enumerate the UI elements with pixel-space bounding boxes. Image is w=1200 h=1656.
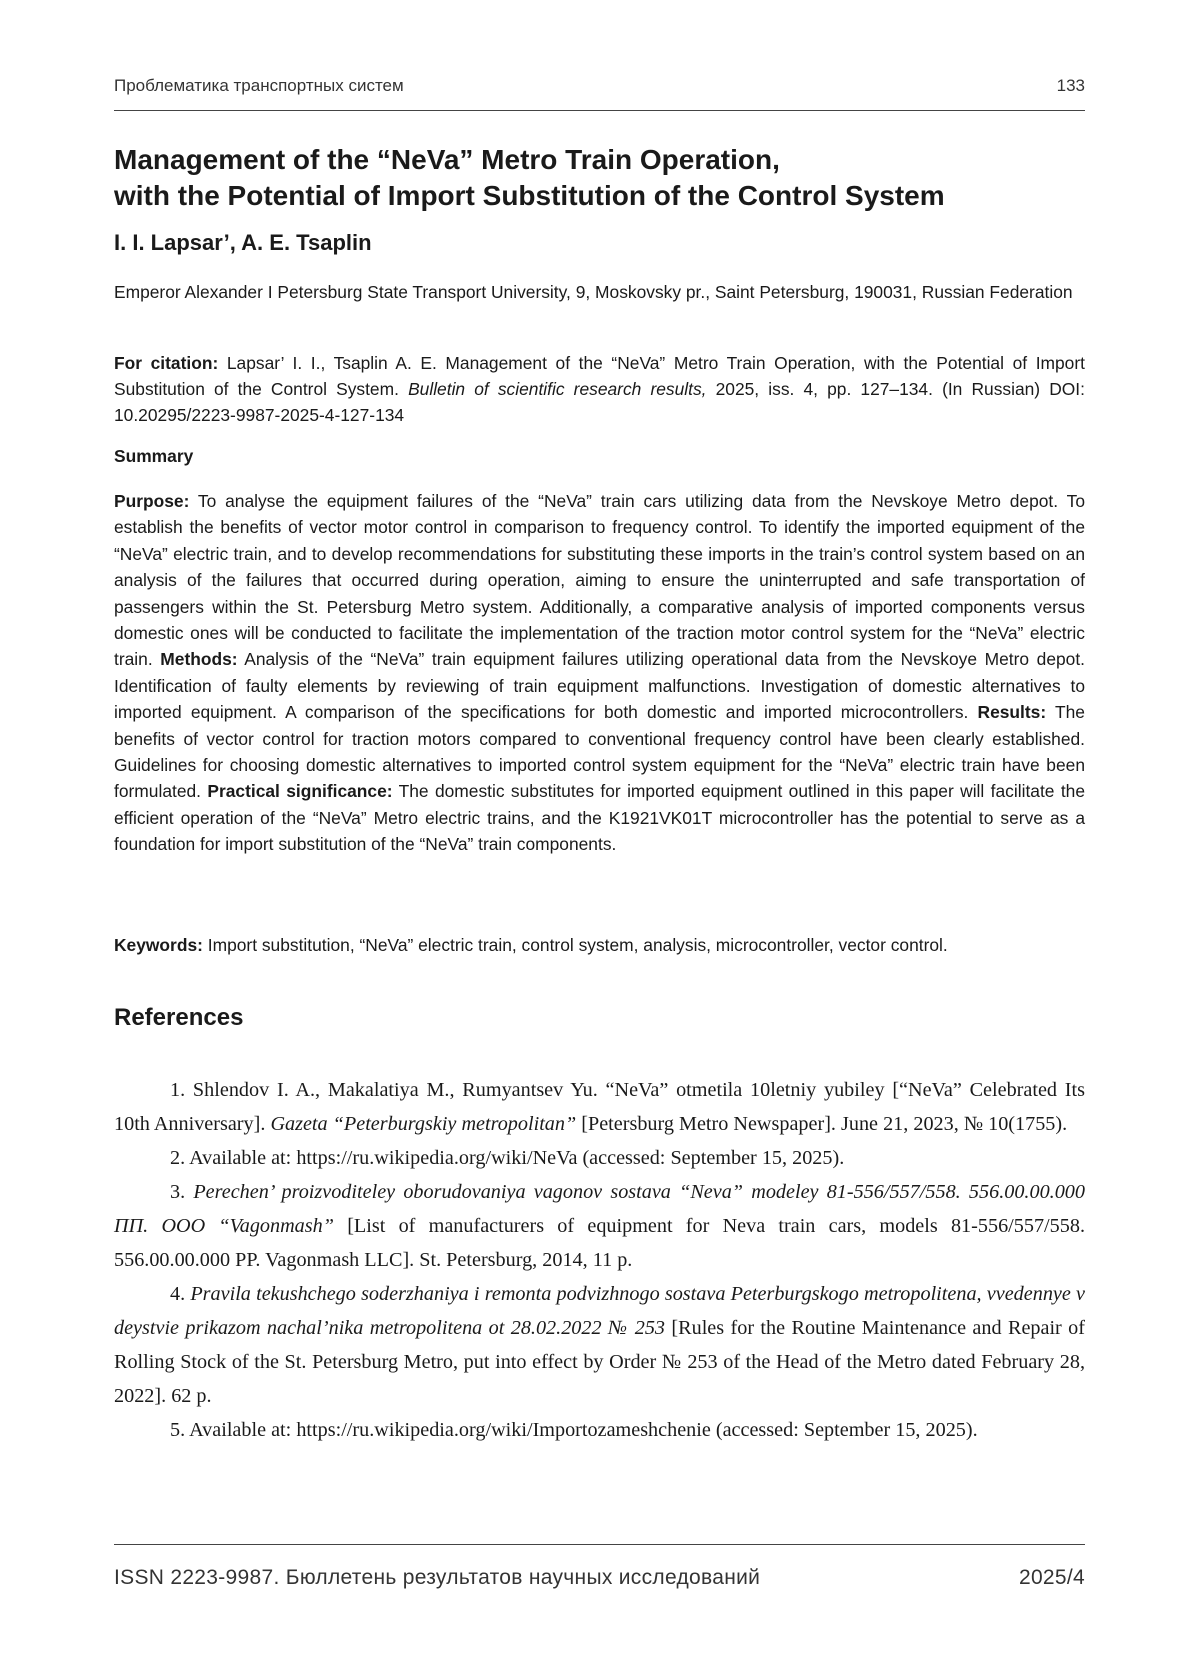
reference-item bbox=[114, 1277, 1085, 1413]
reference-text: 4. bbox=[170, 1283, 186, 1305]
results-text: The benefits of vector control for traction motors compared to conventional frequency control have been clearly established. Guidelines for choosing domestic alternatives to imported control system equipment for the “NeVa” electric train have been formulated. bbox=[114, 702, 1085, 802]
header-divider bbox=[114, 110, 1085, 111]
reference-text: 5. Available at: https://ru.wikipedia.org/wiki/Importozameshchenie (accessed: September 15, 2025). bbox=[170, 1419, 978, 1441]
reference-item bbox=[114, 1073, 1085, 1141]
citation-details: 2025, iss. 4, pp. 127–134. (In Russian) DOI: 10.20295/2223-9987-2025-4-127-134 bbox=[114, 379, 1085, 425]
citation-label: For citation: bbox=[114, 353, 219, 373]
citation bbox=[114, 350, 1085, 428]
reference-item bbox=[114, 1413, 1085, 1447]
reference-text: 1. Shlendov I. A., Makalatiya M., Rumyantsev Yu. “NeVa” otmetila 10letniy yubiley [“NeVa” Celebrated Its 10th Anniversary]. bbox=[114, 1079, 1085, 1135]
reference-italic: Gazeta “Peterburgskiy metropolitan” bbox=[270, 1113, 577, 1135]
authors: I. I. Lapsar’, A. E. Tsaplin bbox=[114, 230, 372, 255]
results-label: Results: bbox=[977, 702, 1047, 723]
significance-text: The domestic substitutes for imported equipment outlined in this paper will facilitate the efficient operation of the “NeVa” Metro electric trains, and the K1921VK01T microcontroller has the potential to serve as a foundation for import substitution of the “NeVa” train components. bbox=[114, 781, 1085, 855]
keywords-text: Import substitution, “NeVa” electric train, control system, analysis, microcontroller, vector control. bbox=[207, 935, 948, 955]
references-heading: References bbox=[114, 1004, 244, 1031]
keywords bbox=[114, 932, 1085, 958]
reference-italic: Perechen’ proizvoditeley oborudovaniya vagonov sostava “Neva” modeley 81-556/557/558. 556.00.00.000 ПП. ООО “Vagonmash” bbox=[114, 1181, 1085, 1237]
reference-tail: [Petersburg Metro Newspaper]. June 21, 2023, № 10(1755). bbox=[581, 1113, 1068, 1135]
issn-journal-name: ISSN 2223-9987. Бюллетень результатов научных исследований bbox=[114, 1566, 761, 1589]
issue-number: 2025/4 bbox=[1018, 1566, 1085, 1589]
running-header bbox=[114, 76, 1085, 102]
article-title bbox=[114, 142, 1085, 214]
reference-item bbox=[114, 1175, 1085, 1277]
running-footer bbox=[114, 1566, 1085, 1596]
reference-tail: [Rules for the Routine Maintenance and Repair of Rolling Stock of the St. Petersburg Metro, put into effect by Order № 253 of the Head of the Metro dated February 28, 2022]. 62 p. bbox=[114, 1317, 1085, 1407]
journal-section-title: Проблематика транспортных систем bbox=[114, 76, 404, 95]
reference-text: 2. Available at: https://ru.wikipedia.org/wiki/NeVa (accessed: September 15, 2025). bbox=[170, 1147, 845, 1169]
purpose-text: To analyse the equipment failures of the “NeVa” train cars utilizing data from the Nevskoye Metro depot. To establish the benefits of vector motor control in comparison to frequency control. To identify the imported equipment of the “NeVa” electric train, and to develop recommendations for substituting these imports in the train’s control system based on an analysis of the failures that occurred during operation, aiming to ensure the uninterrupted and safe transportation of passengers within the St. Petersburg Metro system. Additionally, a comparative analysis of imported components versus domestic ones will be conducted to facilitate the implementation of the traction motor control system for the “NeVa” electric train. bbox=[114, 491, 1085, 670]
affiliation: Emperor Alexander I Petersburg State Transport University, 9, Moskovsky pr., Saint Petersburg, 190031, Russian Federation bbox=[114, 282, 1073, 302]
purpose-label: Purpose: bbox=[114, 491, 190, 511]
footer-divider bbox=[114, 1544, 1085, 1545]
keywords-label: Keywords: bbox=[114, 935, 203, 955]
article-title-line-1: Management of the “NeVa” Metro Train Operation, bbox=[114, 144, 780, 175]
page-number: 133 bbox=[1056, 76, 1085, 95]
reference-tail: [List of manufacturers of equipment for Neva train cars, models 81-556/557/558. 556.00.00.000 PP. Vagonmash LLC]. St. Petersburg, 2014, 11 p. bbox=[114, 1215, 1085, 1271]
significance-label: Practical significance: bbox=[207, 781, 393, 802]
references-list bbox=[114, 1073, 1085, 1447]
reference-italic: Pravila tekushchego soderzhaniya i remonta podvizhnogo sostava Peterburgskogo metropolitena, vvedennye v deystvie prikazom nachal’nika metropolitena ot 28.02.2022 № 253 bbox=[114, 1283, 1085, 1339]
journal-page bbox=[114, 0, 1085, 1656]
summary-text bbox=[114, 488, 1085, 858]
reference-text: 3. bbox=[170, 1181, 186, 1203]
methods-text: Analysis of the “NeVa” train equipment failures utilizing operational data from the Nevskoye Metro depot. Identification of faulty elements by reviewing of train equipment malfunctions. Investigation of domestic alternatives to imported equipment. A comparison of the specifications for both domestic and imported microcontrollers. bbox=[114, 649, 1085, 723]
summary-heading: Summary bbox=[114, 446, 194, 466]
methods-label: Methods: bbox=[160, 649, 238, 670]
citation-journal: Bulletin of scientific research results, bbox=[408, 379, 707, 399]
citation-text: Lapsar’ I. I., Tsaplin A. E. Management of the “NeVa” Metro Train Operation, with the Potential of Import Substitution of the Control System. bbox=[114, 353, 1085, 399]
reference-item bbox=[114, 1141, 1085, 1175]
article-title-line-2: with the Potential of Import Substitution of the Control System bbox=[114, 180, 945, 211]
